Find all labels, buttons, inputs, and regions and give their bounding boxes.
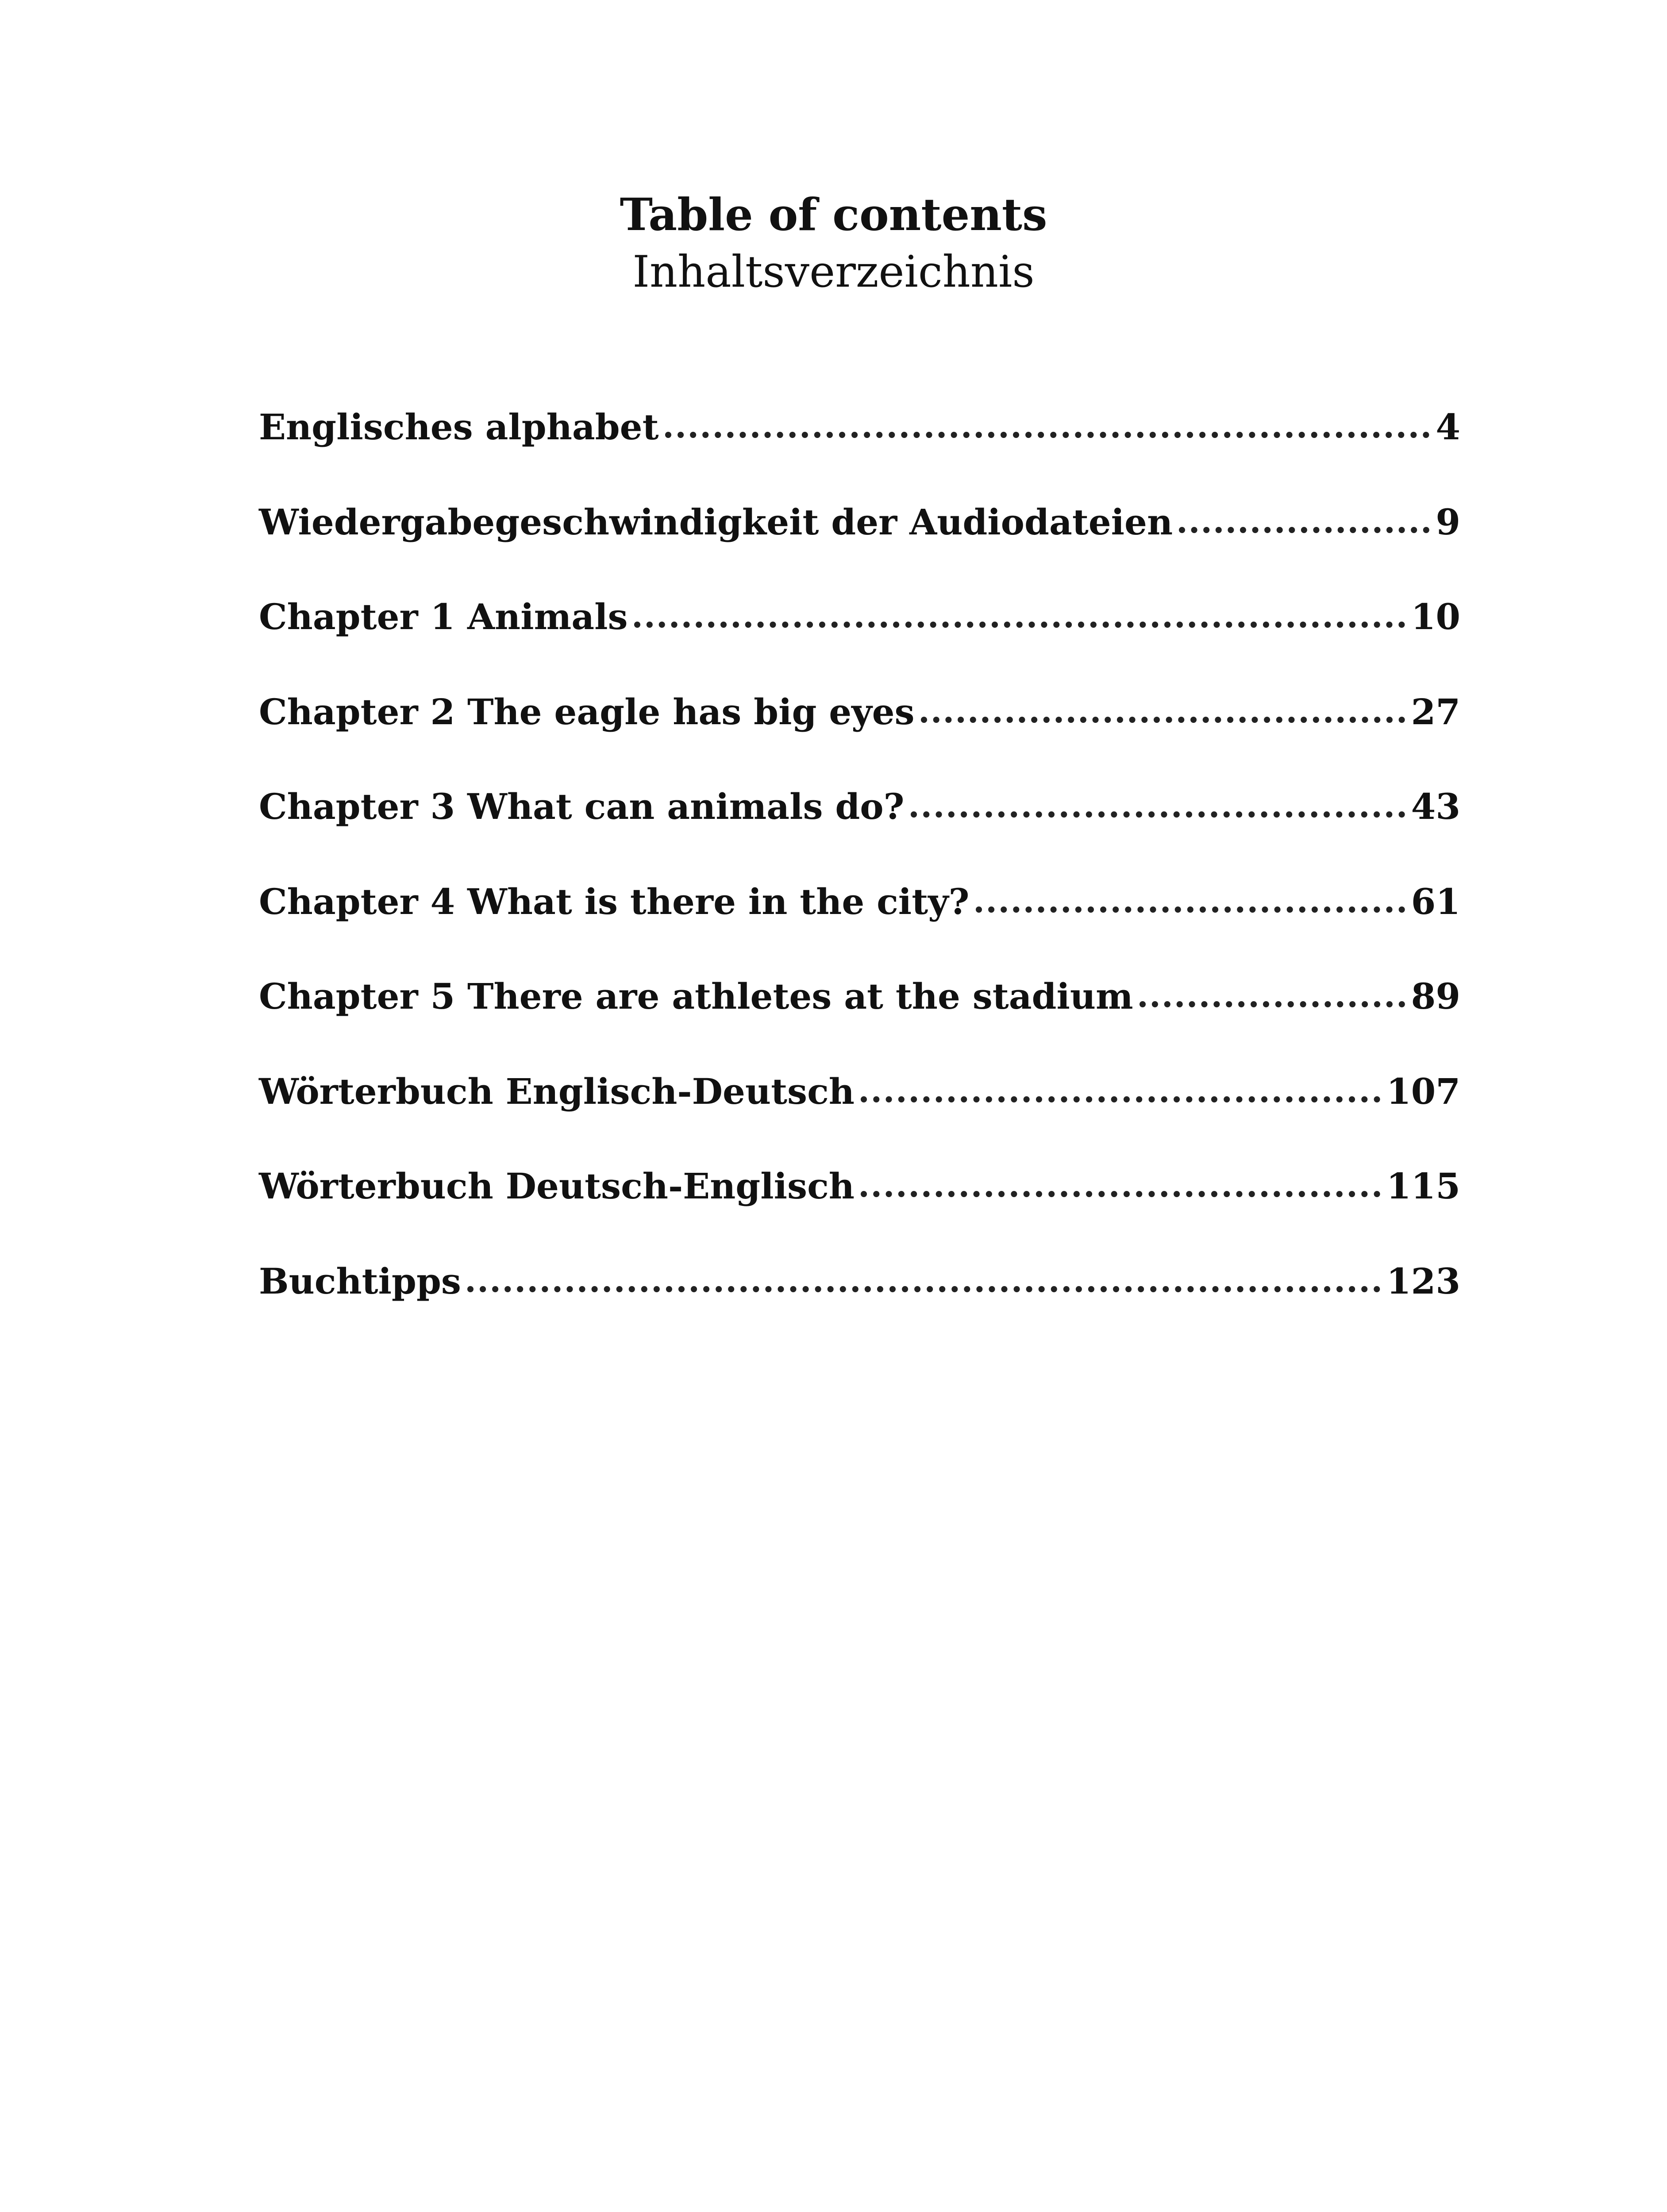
- table-of-contents: [259, 394, 1460, 1343]
- toc-entry-buchtipps[interactable]: [259, 1248, 1460, 1306]
- toc-entry-label: Chapter 1 Animals: [259, 596, 628, 637]
- toc-entry-label: Wörterbuch Englisch-Deutsch: [259, 1070, 855, 1112]
- toc-entry-page: 9: [1436, 501, 1460, 543]
- toc-entry-page: 107: [1386, 1070, 1460, 1112]
- toc-entry-woerterbuch-en-de[interactable]: [259, 1058, 1460, 1116]
- page-title: Table of contents: [620, 188, 1047, 241]
- toc-entry-chapter-3[interactable]: [259, 773, 1460, 831]
- toc-entry-page: 10: [1411, 596, 1460, 637]
- toc-entry-label: Wiedergabegeschwindigkeit der Audiodateien: [259, 501, 1173, 543]
- dot-leader: [467, 1286, 1380, 1292]
- dot-leader: [861, 1191, 1380, 1197]
- toc-entry-page: 27: [1411, 691, 1460, 733]
- toc-entry-chapter-1[interactable]: [259, 584, 1460, 641]
- dot-leader: [911, 811, 1405, 818]
- toc-entry-wiedergabegeschwindigkeit[interactable]: [259, 489, 1460, 546]
- toc-entry-chapter-5[interactable]: [259, 963, 1460, 1021]
- page-subtitle: Inhaltsverzeichnis: [632, 247, 1035, 297]
- dot-leader: [665, 432, 1430, 438]
- dot-leader: [976, 906, 1405, 913]
- toc-entry-page: 115: [1386, 1165, 1460, 1207]
- toc-entry-page: 89: [1411, 975, 1460, 1017]
- toc-entry-page: 4: [1436, 406, 1460, 448]
- toc-entry-woerterbuch-de-en[interactable]: [259, 1153, 1460, 1210]
- toc-entry-englisches-alphabet[interactable]: [259, 394, 1460, 451]
- toc-entry-page: 123: [1386, 1260, 1460, 1302]
- toc-entry-label: Wörterbuch Deutsch-Englisch: [259, 1165, 855, 1207]
- toc-entry-label: Chapter 4 What is there in the city?: [259, 880, 970, 922]
- toc-entry-label: Buchtipps: [259, 1260, 461, 1302]
- toc-entry-page: 43: [1411, 786, 1460, 827]
- dot-leader: [634, 622, 1405, 628]
- toc-entry-label: Englisches alphabet: [259, 406, 659, 448]
- dot-leader: [921, 717, 1405, 723]
- toc-entry-label: Chapter 5 There are athletes at the stadium: [259, 975, 1133, 1017]
- dot-leader: [1179, 527, 1429, 533]
- toc-entry-page: 61: [1411, 880, 1460, 922]
- toc-entry-label: Chapter 3 What can animals do?: [259, 786, 905, 827]
- toc-entry-chapter-4[interactable]: [259, 868, 1460, 926]
- toc-entry-chapter-2[interactable]: [259, 679, 1460, 736]
- dot-leader: [1140, 1001, 1405, 1007]
- toc-entry-label: Chapter 2 The eagle has big eyes: [259, 691, 915, 733]
- dot-leader: [861, 1096, 1380, 1102]
